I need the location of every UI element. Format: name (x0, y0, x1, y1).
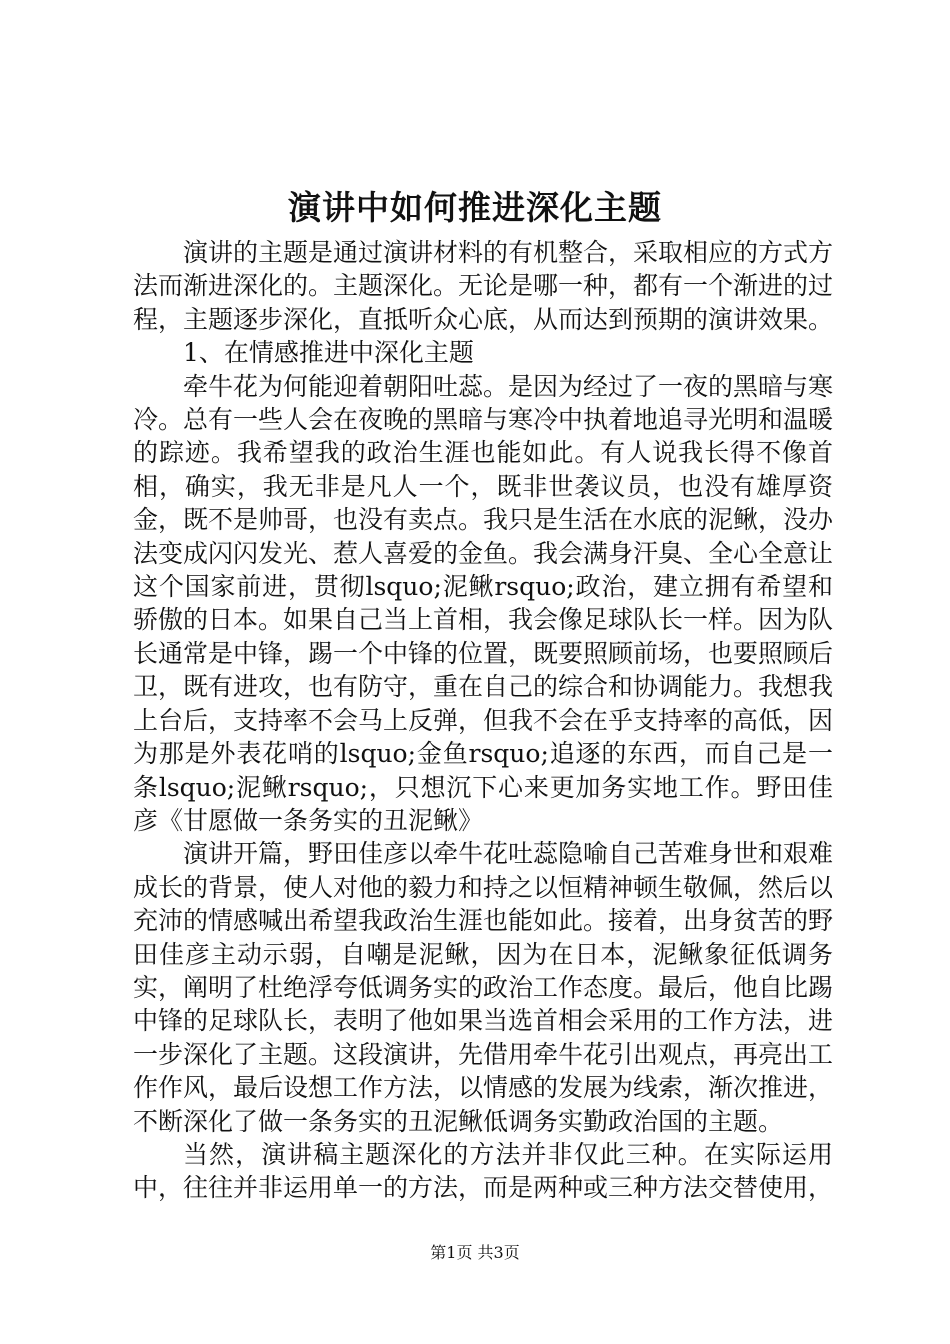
paragraph-intro: 演讲的主题是通过演讲材料的有机整合，采取相应的方式方法而渐进深化的。主题深化。无论是哪一种，都有一个渐进的过程，主题逐步深化，直抵听众心底，从而达到预期的演讲效果。 (133, 238, 834, 334)
paragraph-speech-quote: 牵牛花为何能迎着朝阳吐蕊。是因为经过了一夜的黑暗与寒冷。总有一些人会在夜晚的黑暗与寒冷中执着地追寻光明和温暖的踪迹。我希望我的政治生涯也能如此。有人说我长得不像首相，确实，我无非是凡人一个，既非世袭议员，也没有雄厚资金，既不是帅哥，也没有卖点。我只是生活在水底的泥鳅，没办法变成闪闪发光、惹人喜爱的金鱼。我会满身汗臭、全心全意让这个国家前进，贯彻lsquo;泥鳅rsquo;政治，建立拥有希望和骄傲的日本。如果自己当上首相，我会像足球队长一样。因为队长通常是中锋，踢一个中锋的位置，既要照顾前场，也要照顾后卫，既有进攻，也有防守，重在自己的综合和协调能力。我想我上台后，支持率不会马上反弹，但我不会在乎支持率的高低，因为那是外表花哨的lsquo;金鱼rsquo;追逐的东西，而自己是一条lsquo;泥鳅rsquo;，只想沉下心来更加务实地工作。野田佳彦《甘愿做一条务实的丑泥鳅》 (133, 371, 834, 835)
paragraph-analysis: 演讲开篇，野田佳彦以牵牛花吐蕊隐喻自己苦难身世和艰难成长的背景，使人对他的毅力和持之以恒精神顿生敬佩，然后以充沛的情感喊出希望我政治生涯也能如此。接着，出身贫苦的野田佳彦主动示弱，自嘲是泥鳅，因为在日本，泥鳅象征低调务实，阐明了杜绝浮夸低调务实的政治工作态度。最后，他自比踢中锋的足球队长，表明了他如果当选首相会采用的工作方法，进一步深化了主题。这段演讲，先借用牵牛花引出观点，再亮出工作作风，最后设想工作方法，以情感的发展为线索，渐次推进，不断深化了做一条务实的丑泥鳅低调务实勤政治国的主题。 (133, 839, 834, 1136)
section-heading: 1、在情感推进中深化主题 (183, 338, 474, 368)
page-number-footer: 第1页 共3页 (430, 1243, 520, 1262)
document-body (133, 236, 833, 1205)
paragraph-conclusion: 当然，演讲稿主题深化的方法并非仅此三种。在实际运用中，往往并非运用单一的方法，而是两种或三种方法交替使用， (133, 1139, 834, 1203)
document-title: 演讲中如何推进深化主题 (288, 188, 662, 227)
